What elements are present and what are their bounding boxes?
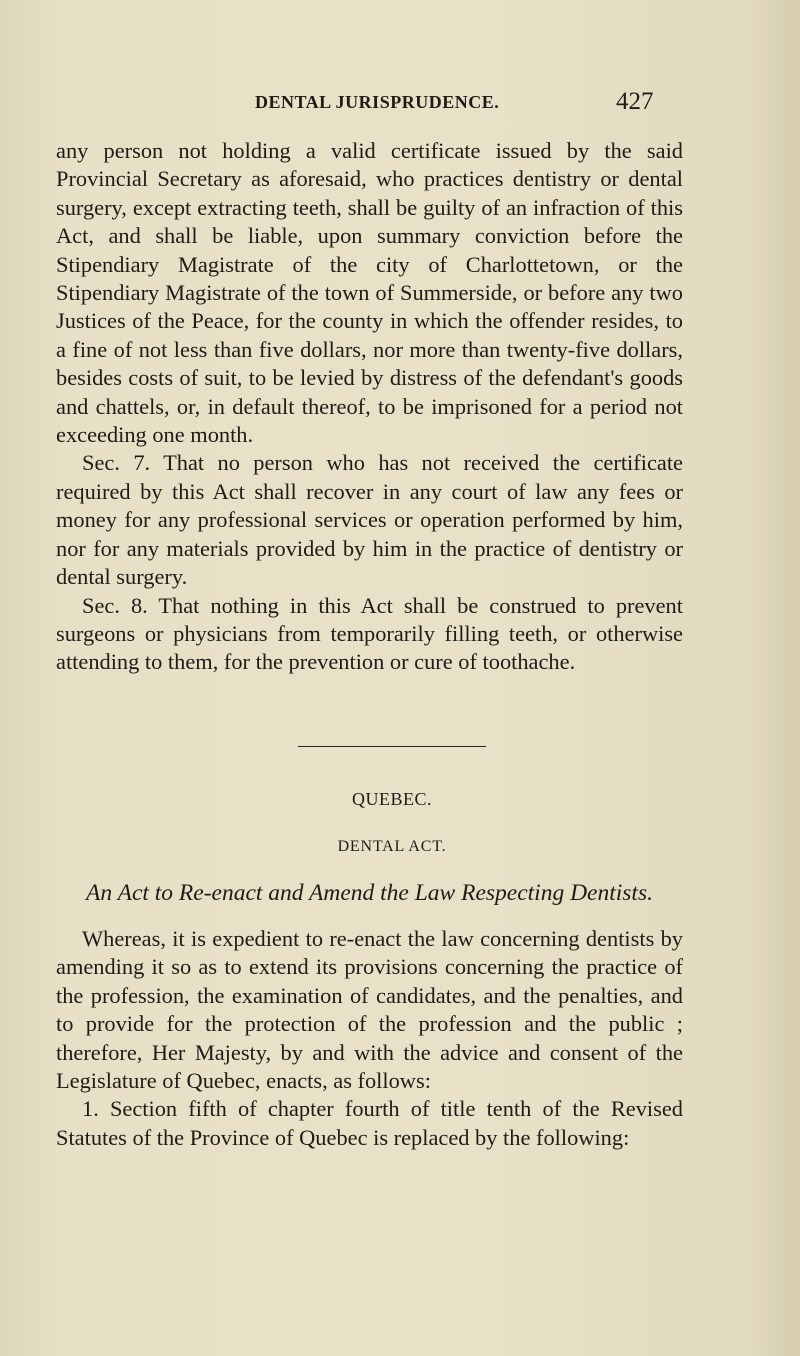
section-8-label: Sec. 8. [82, 592, 148, 618]
quebec-body-text [56, 925, 683, 1152]
body-text [56, 137, 683, 677]
section-8-text: That nothing in this Act shall be construed to prevent surgeons or physicians from temporarily filling teeth, or otherwise attending to them, for the prevention or cure of toothache. [56, 592, 683, 675]
clause-1-paragraph: 1. Section fifth of chapter fourth of title tenth of the Revised Statutes of the Province of Quebec is replaced by the following: [56, 1096, 683, 1150]
page-number: 427 [616, 88, 654, 115]
section-8-paragraph [56, 592, 683, 677]
section-7-paragraph [56, 449, 683, 591]
quebec-heading: QUEBEC. [352, 789, 432, 809]
running-title: DENTAL JURISPRUDENCE. [255, 92, 500, 112]
section-7-label: Sec. 7. [82, 450, 151, 476]
dental-act-subheading: DENTAL ACT. [337, 838, 447, 855]
continuation-paragraph: any person not holding a valid certificate issued by the said Provincial Secretary as aforesaid, who practices dentistry or dental surgery, except extracting teeth, shall be guilty of an infraction of this Act, and shall be liable, upon summary conviction before the Stipendiary Magistrate of the city of Charlottetown, or the Stipendiary Magistrate of the town of Summerside, or before any two Justices of the Peace, for the county in which the offender resides, to a fine of not less than five dollars, nor more than twenty-five dollars, besides costs of suit, to be levied by distress of the defendant's goods and chattels, or, in default thereof, to be imprisoned for a period not exceeding one month. [56, 138, 683, 448]
act-title: An Act to Re-enact and Amend the Law Respecting Dentists. [86, 880, 653, 906]
section-divider [298, 746, 486, 747]
running-head [0, 88, 800, 118]
preamble-paragraph: Whereas, it is expedient to re-enact the law concerning dentists by amending it so as to extend its provisions concerning the practice of the profession, the examination of candidates, and the penalties, and to provide for the protection of the profession and the public ; therefore, Her Majesty, by and with the advice and consent of the Legislature of Quebec, enacts, as follows: [56, 926, 683, 1094]
section-7-text: That no person who has not received the certificate required by this Act shall recover in any court of law any fees or money for any professional services or operation performed by him, nor for any materials provided by him in the practice of dentistry or dental surgery. [56, 450, 683, 590]
